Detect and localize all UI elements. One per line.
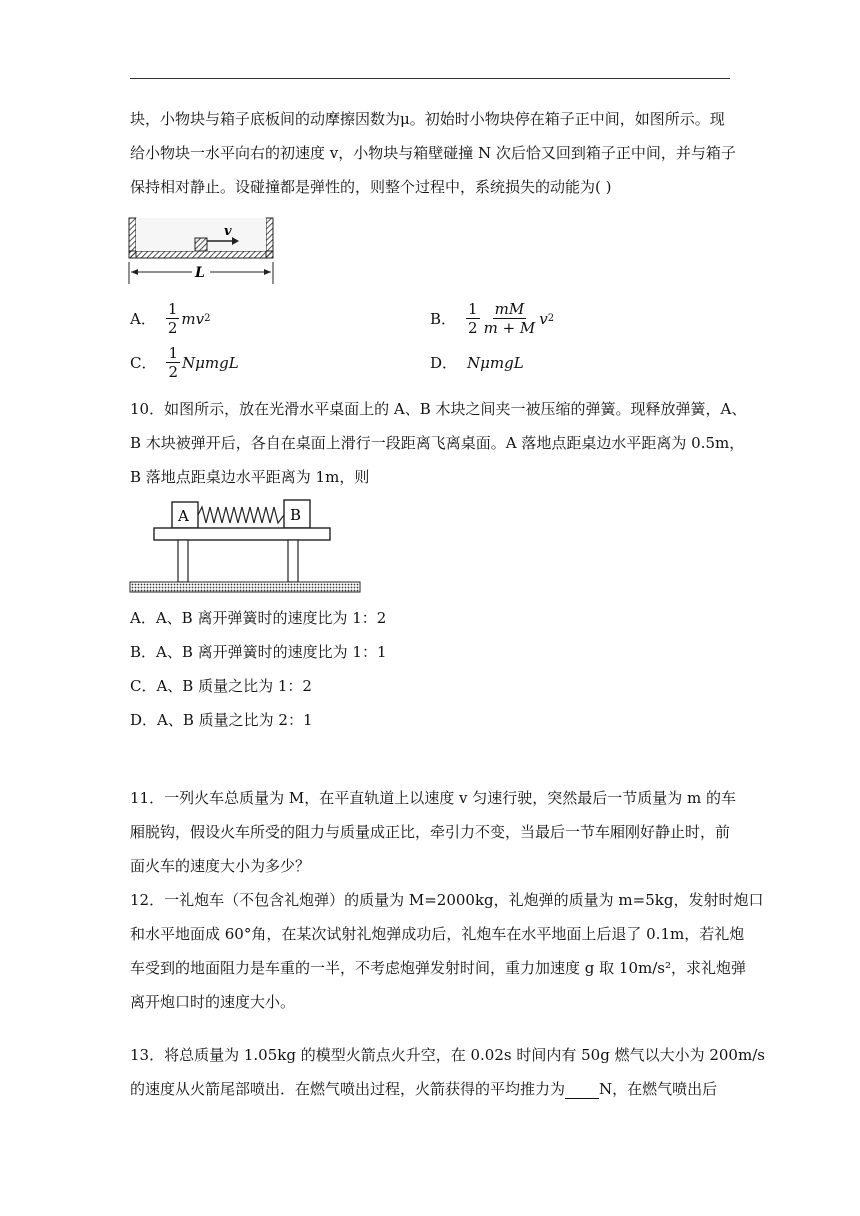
floor bbox=[130, 582, 360, 592]
q12-line-1: 12．一礼炮车（不包含礼炮弹）的质量为 M=2000kg，礼炮弹的质量为 m=5kg，发射时炮口 bbox=[130, 891, 764, 909]
q10-option-d[interactable]: D．A、B 质量之比为 2：1 bbox=[130, 711, 313, 729]
q10-spring-figure bbox=[128, 496, 364, 596]
small-block bbox=[195, 238, 207, 251]
q9-option-c[interactable]: C． $\frac{1}{2}$ NμmgL bbox=[130, 344, 239, 381]
q12-line-3: 车受到的地面阻力是车重的一半，不考虑炮弹发射时间，重力加速度 g 取 10m/s²，求礼炮弹 bbox=[130, 959, 746, 977]
q13-line-1: 13．将总质量为 1.05kg 的模型火箭点火升空，在 0.02s 时间内有 50g 燃气以大小为 200m/s bbox=[130, 1046, 765, 1064]
q10-option-a[interactable]: A．A、B 离开弹簧时的速度比为 1：2 bbox=[130, 609, 387, 627]
header-rule bbox=[130, 78, 730, 79]
q9-line-1: 块，小物块与箱子底板间的动摩擦因数为μ。初始时小物块停在箱子正中间，如图所示。现 bbox=[130, 110, 725, 128]
velocity-label: v bbox=[224, 224, 232, 239]
q9-line-2: 给小物块一水平向右的初速度 v，小物块与箱壁碰撞 N 次后恰又回到箱子正中间，并与箱子 bbox=[130, 144, 736, 162]
q10-line-2: B 木块被弹开后，各自在桌面上滑行一段距离飞离桌面。A 落地点距桌边水平距离为 0.5m， bbox=[130, 434, 745, 452]
table-leg-right bbox=[288, 540, 298, 582]
q9-option-a[interactable]: A． $\frac{1}{2}$ mv 2 bbox=[130, 300, 211, 337]
q11-line-2: 厢脱钩，假设火车所受的阻力与质量成正比，牵引力不变，当最后一节车厢刚好静止时，前 bbox=[130, 823, 731, 841]
tabletop bbox=[154, 528, 330, 540]
q10-option-c[interactable]: C．A、B 质量之比为 1：2 bbox=[130, 677, 312, 695]
q12-line-4: 离开炮口时的速度大小。 bbox=[130, 993, 296, 1011]
q11-line-1: 11．一列火车总质量为 M，在平直轨道上以速度 v 匀速行驶，突然最后一节质量为 m 的车 bbox=[130, 789, 736, 807]
compressed-spring bbox=[198, 507, 284, 523]
q9-option-d[interactable]: D． NμmgL bbox=[430, 353, 524, 372]
q10-line-1: 10．如图所示，放在光滑水平桌面上的 A、B 木块之间夹一被压缩的弹簧。现释放弹簧，A、 bbox=[130, 400, 747, 418]
q13-line-2-text: 的速度从火箭尾部喷出．在燃气喷出过程，火箭获得的平均推力为 bbox=[130, 1080, 566, 1098]
q10-option-b[interactable]: B．A、B 离开弹簧时的速度比为 1：1 bbox=[130, 643, 387, 661]
q11-line-3: 面火车的速度大小为多少？ bbox=[130, 857, 311, 875]
q13-line-2 bbox=[130, 1078, 717, 1099]
q9-line-3: 保持相对静止。设碰撞都是弹性的，则整个过程中，系统损失的动能为( ) bbox=[130, 178, 612, 196]
q12-line-2: 和水平地面成 60°角，在某次试射礼炮弹成功后，礼炮车在水平地面上后退了 0.1m，若礼炮 bbox=[130, 925, 745, 943]
q9-box-figure bbox=[128, 214, 276, 288]
q13-line-2-tail: N，在燃气喷出后 bbox=[599, 1080, 718, 1098]
block-a-label: A bbox=[178, 507, 189, 525]
block-b-label: B bbox=[290, 506, 302, 524]
q10-line-3: B 落地点距桌边水平距离为 1m，则 bbox=[130, 468, 370, 486]
q9-option-b[interactable]: B． $\frac{1}{2}$ $\frac{mM}{m + M}$ v 2 bbox=[430, 300, 555, 337]
length-label: L bbox=[195, 265, 205, 281]
answer-blank[interactable] bbox=[565, 1080, 599, 1099]
box-floor bbox=[129, 251, 273, 258]
table-leg-left bbox=[178, 540, 188, 582]
